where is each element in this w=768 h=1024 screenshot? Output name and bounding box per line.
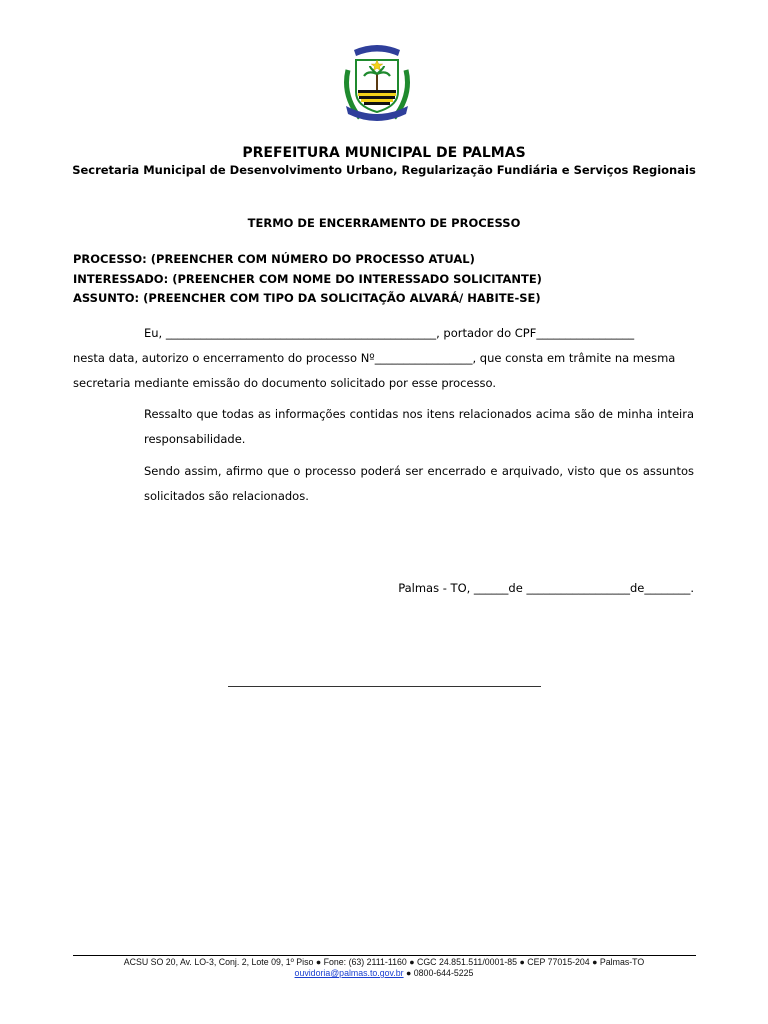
- signature-line[interactable]: [228, 686, 541, 687]
- footer-email-link[interactable]: ouvidoria@palmas.to.gov.br: [294, 968, 404, 978]
- responsibility-text: Ressalto que todas as informações contidas nos itens relacionados acima são de minha inteira responsabilidade.: [144, 407, 694, 446]
- responsibility-paragraph: [73, 402, 694, 452]
- assunto-field: ASSUNTO: (PREENCHER COM TIPO DA SOLICITAÇÃO ALVARÁ/ HABITE-SE): [73, 291, 541, 305]
- authorization-line-3: secretaria mediante emissão do documento solicitado por esse processo.: [73, 376, 497, 390]
- footer-phone: ● 0800-644-5225: [403, 968, 474, 978]
- place-date-line: Palmas - TO, ______de __________________de________.: [398, 581, 694, 595]
- document-title: TERMO DE ENCERRAMENTO DE PROCESSO: [247, 216, 521, 230]
- closing-text: Sendo assim, afirmo que o processo poderá ser encerrado e arquivado, visto que os assuntos solicitados são relacionados.: [144, 464, 694, 503]
- process-fields: [73, 250, 542, 309]
- page-subtitle: Secretaria Municipal de Desenvolvimento Urbano, Regularização Fundiária e Serviços Regionais: [72, 163, 696, 177]
- interessado-field: INTERESSADO: (PREENCHER COM NOME DO INTERESSADO SOLICITANTE): [73, 271, 542, 286]
- footer-contact: [0, 968, 768, 978]
- processo-field: PROCESSO: (PREENCHER COM NÚMERO DO PROCESSO ATUAL): [73, 252, 475, 266]
- authorization-paragraph: [73, 321, 694, 396]
- footer-address: ACSU SO 20, Av. LO-3, Conj. 2, Lote 09, 1º Piso ● Fone: (63) 2111-1160 ● CGC 24.851.511/0001-85 ● CEP 77015-204 ● Palmas-TO: [123, 957, 645, 967]
- authorization-line-1: Eu, _______________________________________________, portador do CPF_________________: [144, 326, 635, 340]
- authorization-line-2: nesta data, autorizo o encerramento do processo Nº_________________, que consta em trâmite na mesma: [73, 351, 676, 365]
- closing-paragraph: [73, 459, 694, 509]
- coat-of-arms-logo: [340, 40, 414, 126]
- footer-divider: [73, 955, 696, 956]
- page-title: PREFEITURA MUNICIPAL DE PALMAS: [242, 145, 526, 161]
